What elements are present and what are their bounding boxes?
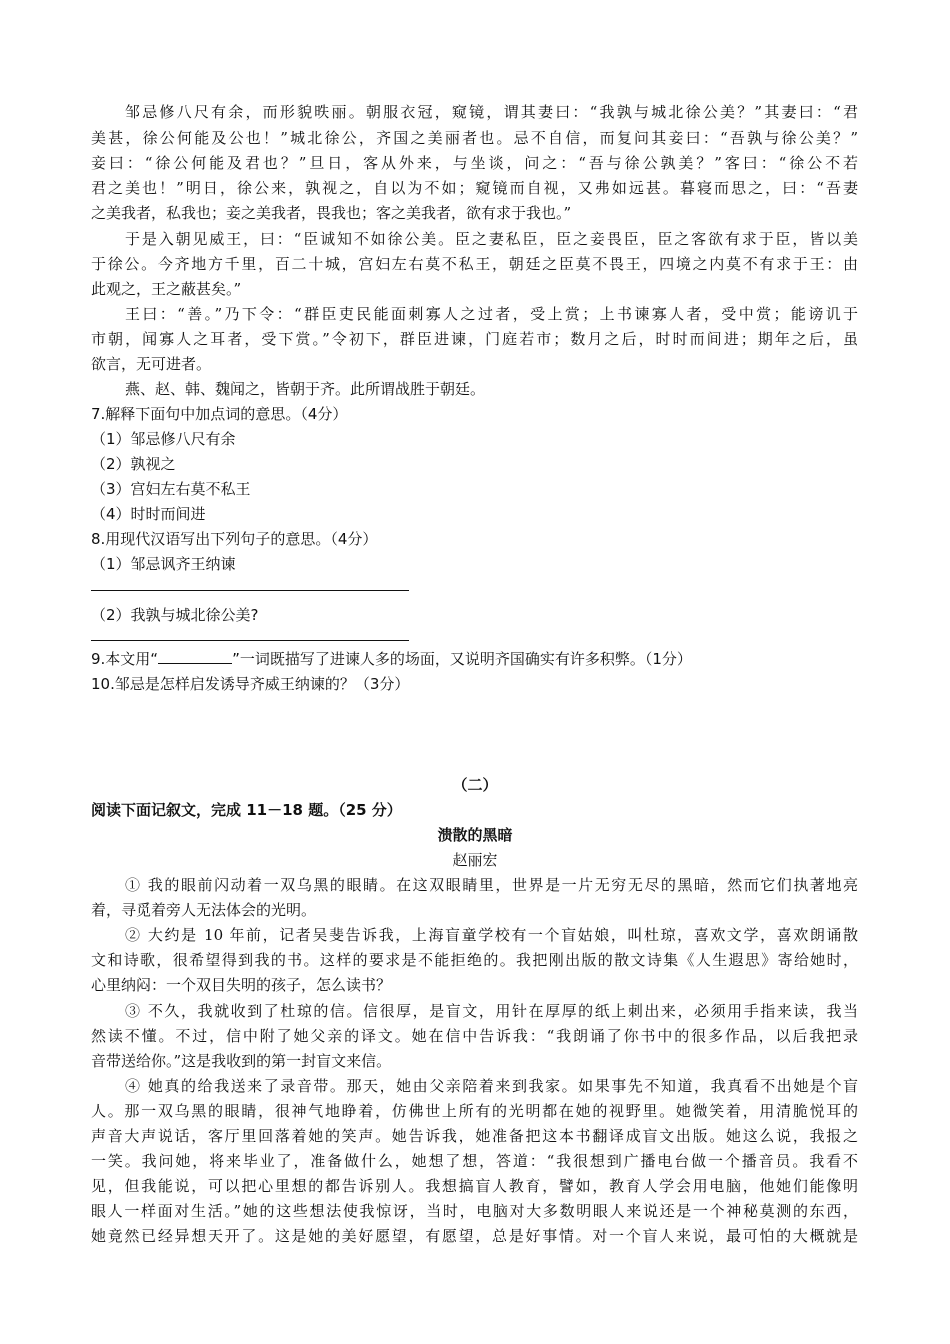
passage-line: 妾曰：“徐公何能及君也？”旦日，客从外来，与坐谈，问之：“吾与徐公孰美？”客曰：“徐公不若 — [91, 154, 858, 172]
fill-in-blank[interactable] — [158, 647, 232, 664]
question-8-title: 8.用现代汉语写出下列句子的意思。（4分） — [91, 530, 378, 548]
question-8-item: （1）邹忌讽齐王纳谏 — [91, 555, 236, 573]
question-7-item: （3）宫妇左右莫不私王 — [91, 480, 251, 498]
passage-line: 邹忌修八尺有余，而形貌昳丽。朝服衣冠，窥镜，谓其妻曰：“我孰与城北徐公美？”其妻曰：“君 — [125, 103, 858, 121]
story-line: 然读不懂。不过，信中附了她父亲的译文。她在信中告诉我：“我朗诵了你书中的很多作品，以后我把录 — [91, 1027, 858, 1045]
passage-line: 此观之，王之蔽甚矣。” — [91, 280, 242, 298]
question-9 — [91, 647, 692, 671]
passage-line: 于徐公。今齐地方千里，百二十城，宫妇左右莫不私王，朝廷之臣莫不畏王，四境之内莫不有求于王：由 — [91, 255, 858, 273]
passage-line: 市朝，闻寡人之耳者，受下赏。”令初下，群臣进谏，门庭若市；数月之后，时时而间进；期年之后，虽 — [91, 330, 858, 348]
question-9-before: 9.本文用“ — [91, 650, 159, 668]
passage-line: 于是入朝见威王，曰：“臣诚知不如徐公美。臣之妻私臣，臣之妾畏臣，臣之客欲有求于臣，皆以美 — [125, 230, 858, 248]
story-line: ③ 不久，我就收到了杜琼的信。信很厚，是盲文，用针在厚厚的纸上刺出来，必须用手指来读，我当 — [125, 1002, 858, 1020]
story-line: 一笑。我问她，将来毕业了，准备做什么，她想了想，答道：“我很想到广播电台做一个播音员。我看不 — [91, 1152, 858, 1170]
question-7-item: （1）邹忌修八尺有余 — [91, 430, 236, 448]
story-line: 人。那一双乌黑的眼睛，很神气地睁着，仿佛世上所有的光明都在她的视野里。她微笑着，用清脆悦耳的 — [91, 1102, 858, 1120]
section-heading: （二） — [452, 776, 498, 794]
story-line: 见，但我能说，可以把心里想的都告诉别人。我想搞盲人教育，譬如，教育人学会用电脑，他她们能像明 — [91, 1177, 858, 1195]
story-line: ① 我的眼前闪动着一双乌黑的眼睛。在这双眼睛里，世界是一片无穷无尽的黑暗，然而它们执著地亮 — [125, 876, 858, 894]
passage-line: 欲言，无可进者。 — [91, 355, 212, 373]
story-author: 赵丽宏 — [452, 851, 498, 869]
question-7-title: 7.解释下面句中加点词的意思。（4分） — [91, 405, 348, 423]
passage-line: 之美我者，私我也；妾之美我者，畏我也；客之美我者，欲有求于我也。” — [91, 204, 572, 222]
story-line: 她竟然已经异想天开了。这是她的美好愿望，有愿望，总是好事情。对一个盲人来说，最可怕的大概就是 — [91, 1227, 858, 1245]
passage-line: 王曰：“善。”乃下令：“群臣吏民能面刺寡人之过者，受上赏；上书谏寡人者，受中赏；能谤讥于 — [125, 305, 858, 323]
question-7-item: （4）时时而间进 — [91, 505, 206, 523]
question-8-item: （2）我孰与城北徐公美? — [91, 606, 259, 624]
passage-line: 君之美也！”明日，徐公来，孰视之，自以为不如；窥镜而自视，又弗如远甚。暮寝而思之，曰：“吾妻 — [91, 179, 858, 197]
passage-line: 燕、赵、韩、魏闻之，皆朝于齐。此所谓战胜于朝廷。 — [125, 380, 486, 398]
story-line: 音带送给你。”这是我收到的第一封盲文来信。 — [91, 1052, 392, 1070]
story-line: 心里纳闷：一个双目失明的孩子，怎么读书？ — [91, 976, 392, 994]
section-instruction: 阅读下面记叙文，完成 11－18 题。（25 分） — [91, 801, 402, 819]
passage-line: 美甚，徐公何能及公也！”城北徐公，齐国之美丽者也。忌不自信，而复问其妾曰：“吾孰与徐公美？” — [91, 129, 858, 147]
story-line: 着，寻觅着旁人无法体会的光明。 — [91, 901, 317, 919]
story-line: 文和诗歌，很希望得到我的书。这样的要求是不能拒绝的。我把刚出版的散文诗集《人生遐思》寄给她时， — [91, 951, 858, 969]
question-10-title: 10.邹忌是怎样启发诱导齐威王纳谏的？（3分） — [91, 675, 410, 693]
story-line: 眼人一样面对生活。”她的这些想法使我惊讶，当时，电脑对大多数明眼人来说还是一个神秘莫测的东西， — [91, 1202, 858, 1220]
question-9-after: ”一词既描写了进谏人多的场面，又说明齐国确实有许多积弊。（1分） — [232, 650, 692, 668]
story-line: 声音大声说话，客厅里回落着她的笑声。她告诉我，她准备把这本书翻译成盲文出版。她这么说，我报之 — [91, 1127, 858, 1145]
story-line: ② 大约是 10 年前，记者吴斐告诉我，上海盲童学校有一个盲姑娘，叫杜琼，喜欢文学，喜欢朗诵散 — [125, 926, 858, 944]
answer-line[interactable] — [91, 640, 409, 641]
story-title: 溃散的黑暗 — [437, 826, 513, 844]
answer-line[interactable] — [91, 590, 409, 591]
question-7-item: （2）孰视之 — [91, 455, 176, 473]
story-line: ④ 她真的给我送来了录音带。那天，她由父亲陪着来到我家。如果事先不知道，我真看不出她是个盲 — [125, 1077, 858, 1095]
